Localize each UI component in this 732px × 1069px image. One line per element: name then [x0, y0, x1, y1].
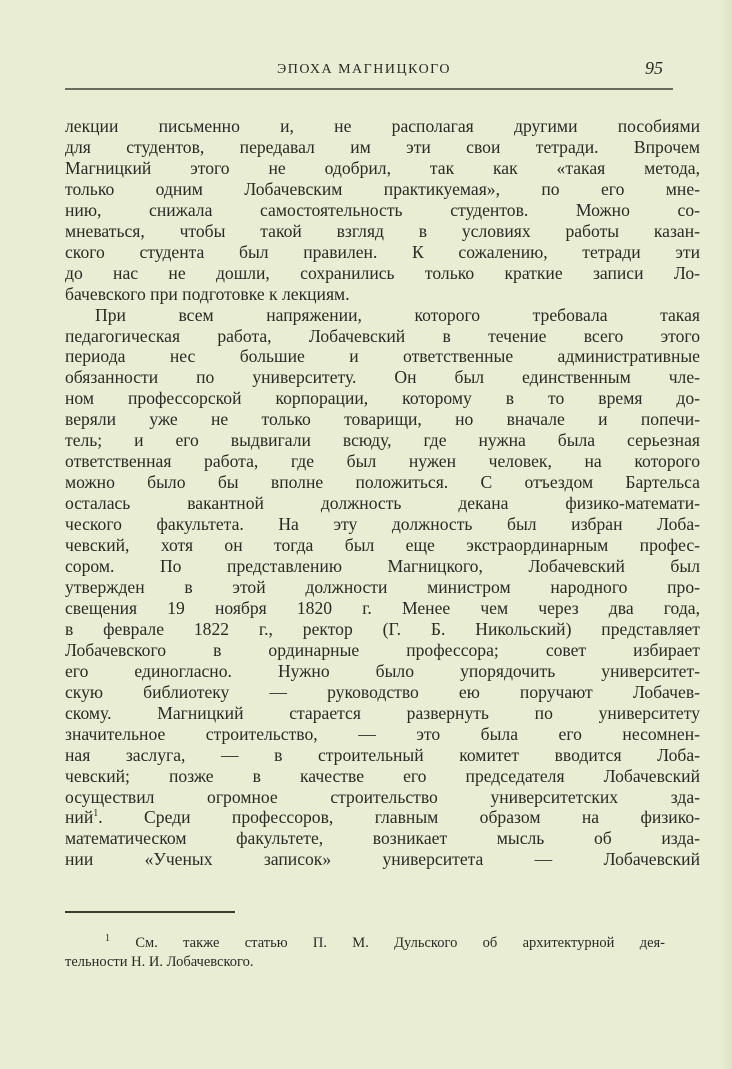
text-line: ского студента был правилен. К сожалению, тетради эти [65, 241, 700, 262]
text-line: осталась вакантной должность декана физико-математи- [65, 493, 700, 514]
text-line: утвержден в этой должности министром народного про- [65, 576, 700, 597]
page-number: 95 [645, 58, 663, 78]
footnote-line: тельности Н. И. Лобачевского. [65, 954, 254, 970]
text-line: его единогласно. Нужно было упорядочить университет- [65, 660, 700, 681]
footnote-text: См. также статью П. М. Дульского об архитектурной дея- [135, 935, 666, 951]
text-line: Магницкий этого не одобрил, так как «такая метода, [65, 157, 700, 178]
text-line: ном профессорской корпорации, которому в то время до- [65, 388, 700, 409]
text-line: тель; и его выдвигали всюду, где нужна была серьезная [65, 430, 700, 451]
text-line: ческого факультета. На эту должность был избран Лоба- [65, 514, 700, 535]
text-line: нию, снижала самостоятельность студентов. Можно со- [65, 199, 700, 220]
text-line-with-footnote-ref [65, 807, 700, 828]
footnote-line [65, 934, 665, 953]
text-line: обязанности по университету. Он был единственным чле- [65, 367, 700, 388]
text-line: Лобачевского в ординарные профессора; совет избирает [65, 639, 700, 660]
text-line: сором. По представлению Магницкого, Лобачевский был [65, 556, 700, 577]
text-fragment: . Среди профессоров, главным образом на физико- [98, 807, 700, 828]
text-line: в феврале 1822 г., ректор (Г. Б. Никольский) представляет [65, 618, 700, 639]
text-line: значительное строительство, — это была его несомнен- [65, 723, 700, 744]
footnote [65, 934, 665, 972]
text-line: бачевского при подготовке к лекциям. [65, 283, 350, 304]
page-header [65, 58, 673, 90]
page-edge-shadow [718, 0, 732, 1069]
text-line: свещения 19 ноября 1820 г. Менее чем через два года, [65, 597, 700, 618]
text-line: только одним Лобачевским практикуемая», по его мне- [65, 178, 700, 199]
body-text [65, 116, 700, 870]
text-line: скому. Магницкий старается развернуть по университету [65, 702, 700, 723]
text-line: до нас не дошли, сохранились только краткие записи Ло- [65, 262, 700, 283]
text-line: осуществил огромное строительство университетских зда- [65, 786, 700, 807]
text-line: чевский; позже в качестве его председателя Лобачевский [65, 765, 700, 786]
text-line: лекции письменно и, не располагая другими пособиями [65, 116, 700, 136]
text-line: ответственная работа, где был нужен человек, на которого [65, 451, 700, 472]
text-line: веряли уже не только товарищи, но вначале и попечи- [65, 409, 700, 430]
running-title: ЭПОХА МАГНИЦКОГО [277, 62, 452, 77]
text-line: нии «Ученых записок» университета — Лобачевский [65, 849, 700, 870]
text-line: можно было бы вполне положиться. С отъездом Бартельса [65, 472, 700, 493]
text-line: ная заслуга, — в строительный комитет вводится Лоба- [65, 744, 700, 765]
text-fragment: ний [65, 807, 94, 828]
footnote-divider [65, 911, 235, 913]
text-line: педагогическая работа, Лобачевский в течение всего этого [65, 325, 700, 346]
text-line: периода нес большие и ответственные административные [65, 346, 700, 367]
footnote-mark: 1 [105, 933, 110, 945]
paragraph-start-line: При всем напряжении, которого требовала такая [95, 304, 700, 325]
text-line: мневаться, чтобы такой взгляд в условиях работы казан- [65, 220, 700, 241]
text-line: чевский, хотя он тогда был еще экстраординарным профес- [65, 535, 700, 556]
text-line: скую библиотеку — руководство ею поручают Лобачев- [65, 681, 700, 702]
text-line: математическом факультете, возникает мысль об изда- [65, 828, 700, 849]
text-line: для студентов, передавал им эти свои тетради. Впрочем [65, 136, 700, 157]
footnote-reference[interactable]: 1 [93, 808, 99, 820]
